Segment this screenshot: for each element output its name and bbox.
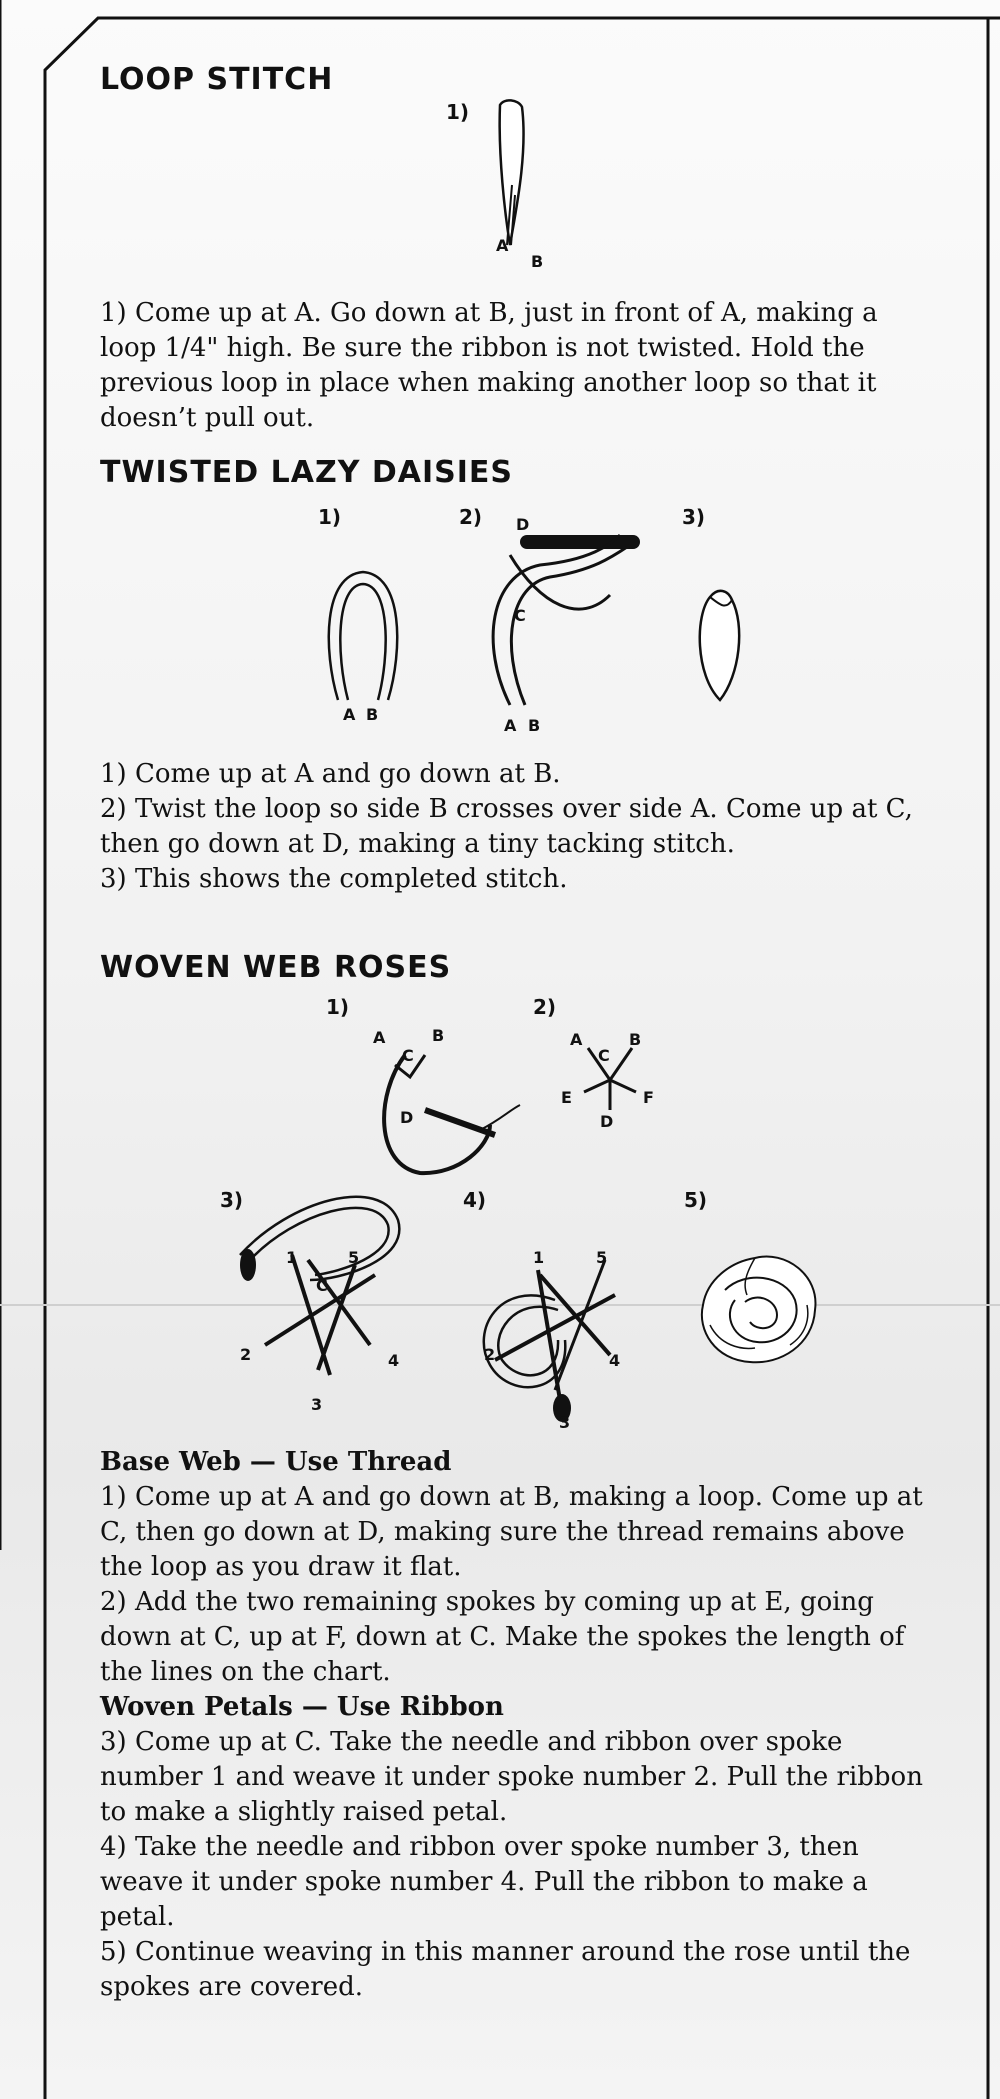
rose-step-2-illustration	[570, 1040, 660, 1130]
rose-completed-illustration	[695, 1250, 825, 1370]
rose-step-4: 4) Take the needle and ribbon over spoke number 3, then weave it under spoke number 4. Pull the ribbon to make a petal.	[100, 1832, 868, 1932]
rose4-spoke-5: 5	[596, 1248, 608, 1267]
rose-figure-3-number: 3)	[220, 1188, 244, 1212]
rose-step-1: 1) Come up at A and go down at B, making a loop. Come up at C, then go down at D, making sure the thread remains above the loop as you draw it flat.	[100, 1482, 923, 1582]
rose-step-5: 5) Continue weaving in this manner around the rose until the spokes are covered.	[100, 1937, 911, 2002]
needle-shape	[520, 535, 640, 549]
loop-step-1: 1) Come up at A. Go down at B, just in front of A, making a loop 1/4" high. Be sure the ribbon is not twisted. Hold the previous loop in place when making another loop so that it doesn’t pull out.	[100, 298, 878, 433]
loop-stitch-instructions	[100, 296, 930, 436]
loop-stitch-illustration	[480, 95, 560, 275]
rose2-label-b: B	[629, 1030, 642, 1049]
daisy-step-3: 3) This shows the completed stitch.	[100, 864, 568, 894]
rose3-spoke-3: 3	[311, 1395, 323, 1414]
rose3-spoke-5: 5	[348, 1248, 360, 1267]
rose-step-3: 3) Come up at C. Take the needle and ribbon over spoke number 1 and weave it under spoke number 2. Pull the ribbon to make a slightly raised petal.	[100, 1727, 923, 1827]
rose-figure-4-number: 4)	[463, 1188, 487, 1212]
daisy-step-2: 2) Twist the loop so side B crosses over side A. Come up at C, then go down at D, making a tiny tacking stitch.	[100, 794, 913, 859]
rose3-spoke-4: 4	[388, 1351, 400, 1370]
base-web-subheading: Base Web — Use Thread	[100, 1447, 452, 1477]
rose3-spoke-1: 1	[286, 1248, 298, 1267]
daisy-figure-3-number: 3)	[682, 505, 706, 529]
loop-label-a: A	[496, 236, 509, 255]
rose-instructions	[100, 1445, 930, 2005]
daisy2-label-a: A	[504, 716, 517, 735]
rose2-label-a: A	[570, 1030, 583, 1049]
rose1-label-a: A	[373, 1028, 386, 1047]
daisy-instructions	[100, 757, 930, 897]
rose-figure-2-number: 2)	[533, 995, 557, 1019]
rose-step-1-illustration	[370, 1035, 530, 1185]
twisted-lazy-daisies-heading: TWISTED LAZY DAISIES	[100, 455, 514, 490]
rose1-label-d: D	[400, 1108, 414, 1127]
loop-stitch-heading: LOOP STITCH	[100, 62, 334, 97]
rose2-label-d: D	[600, 1112, 614, 1131]
rose3-label-c: C	[316, 1276, 328, 1295]
daisy-step-2-illustration	[480, 515, 660, 715]
rose1-label-c: C	[402, 1046, 414, 1065]
rose-step-2: 2) Add the two remaining spokes by coming up at E, going down at C, up at F, down at C. Make the spokes the length of the lines on the chart.	[100, 1587, 905, 1687]
woven-petals-subheading: Woven Petals — Use Ribbon	[100, 1692, 504, 1722]
daisy2-label-d: D	[516, 515, 530, 534]
rose4-spoke-1: 1	[533, 1248, 545, 1267]
rose1-label-b: B	[432, 1026, 445, 1045]
daisy2-label-c: C	[514, 606, 526, 625]
rose2-label-e: E	[561, 1088, 572, 1107]
daisy1-label-b: B	[366, 705, 379, 724]
rose-step-4-illustration	[470, 1240, 640, 1430]
daisy-step-1: 1) Come up at A and go down at B.	[100, 759, 561, 789]
daisy2-label-b: B	[528, 716, 541, 735]
rose-figure-5-number: 5)	[684, 1188, 708, 1212]
rose2-label-c: C	[598, 1046, 610, 1065]
rose2-label-f: F	[643, 1088, 654, 1107]
loop-figure-1-number: 1)	[446, 100, 470, 124]
woven-web-roses-heading: WOVEN WEB ROSES	[100, 950, 452, 985]
rose4-spoke-2: 2	[484, 1345, 496, 1364]
daisy-figure-1-number: 1)	[318, 505, 342, 529]
daisy-step-1-illustration	[318, 560, 408, 710]
daisy-completed-illustration	[690, 585, 750, 705]
daisy-figure-2-number: 2)	[459, 505, 483, 529]
rose4-spoke-4: 4	[609, 1351, 621, 1370]
daisy1-label-a: A	[343, 705, 356, 724]
rose4-spoke-3: 3	[559, 1413, 571, 1432]
rose-figure-1-number: 1)	[326, 995, 350, 1019]
rose3-spoke-2: 2	[240, 1345, 252, 1364]
loop-label-b: B	[531, 252, 544, 271]
